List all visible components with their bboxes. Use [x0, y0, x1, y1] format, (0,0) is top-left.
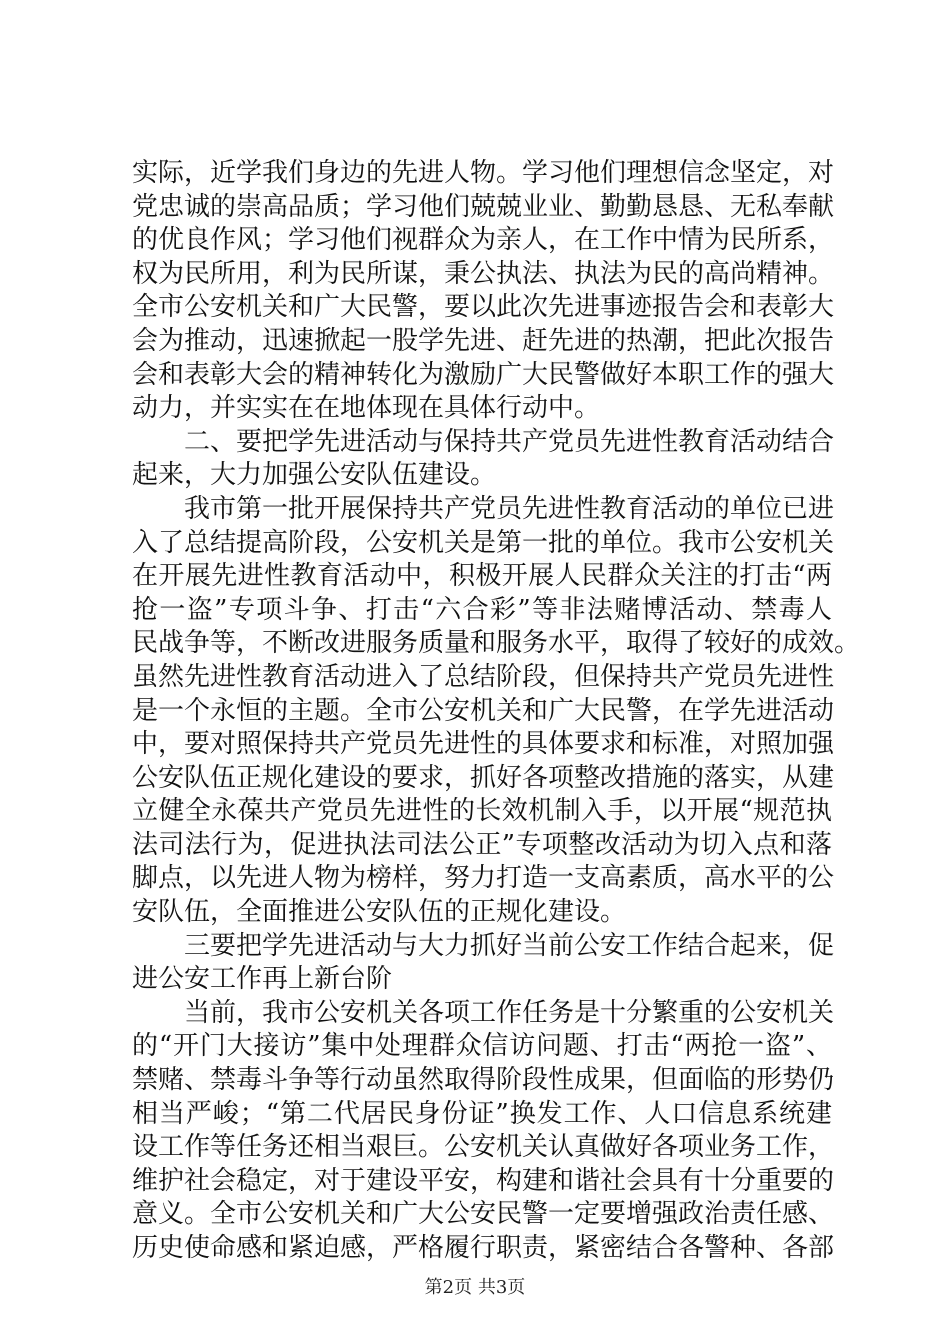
text-line: 历史使命感和紧迫感，严格履行职责，紧密结合各警种、各部 [132, 1233, 835, 1263]
text-line: 法司法行为，促进执法司法公正”专项整改活动为切入点和落 [132, 829, 832, 860]
text-line: 全市公安机关和广大民警，要以此次先进事迹报告会和表彰大 [132, 292, 835, 323]
text-line: 维护社会稳定，对于建设平安，构建和谐社会具有十分重要的 [132, 1165, 835, 1196]
text-line: 当前，我市公安机关各项工作任务是十分繁重的公安机关 [132, 997, 835, 1028]
text-line: 抢一盗”专项斗争、打击“六合彩”等非法赌博活动、禁毒人 [132, 594, 832, 625]
text-line: 进公安工作再上新台阶 [132, 964, 393, 995]
document-body [132, 157, 861, 1266]
text-line: 立健全永葆共产党员先进性的长效机制入手，以开展“规范执 [132, 796, 832, 827]
text-line: 中，要对照保持共产党员先进性的具体要求和标准，对照加强 [132, 729, 835, 760]
text-line: 公安队伍正规化建设的要求，抓好各项整改措施的落实，从建 [132, 762, 835, 793]
text-line: 我市第一批开展保持共产党员先进性教育活动的单位已进 [132, 493, 835, 524]
text-line: 脚点，以先进人物为榜样，努力打造一支高素质，高水平的公 [132, 863, 835, 894]
text-line: 的优良作风；学习他们视群众为亲人，在工作中情为民所系， [132, 225, 835, 256]
text-line: 会和表彰大会的精神转化为激励广大民警做好本职工作的强大 [132, 359, 835, 390]
text-line: 在开展先进性教育活动中，积极开展人民群众关注的打击“两 [132, 561, 832, 592]
text-line: 三要把学先进活动与大力抓好当前公安工作结合起来，促 [132, 930, 835, 961]
text-line: 相当严峻；“第二代居民身份证”换发工作、人口信息系统建 [132, 1098, 832, 1129]
page-number-label: 第2页 共3页 [424, 1277, 526, 1298]
text-line: 的“开门大接访”集中处理群众信访问题、打击“两抢一盗”、 [132, 1031, 832, 1062]
text-line: 虽然先进性教育活动进入了总结阶段，但保持共产党员先进性 [132, 661, 835, 692]
text-line: 入了总结提高阶段，公安机关是第一批的单位。我市公安机关 [132, 527, 835, 558]
text-line: 民战争等，不断改进服务质量和服务水平，取得了较好的成效。 [132, 628, 861, 659]
text-line: 起来，大力加强公安队伍建设。 [132, 460, 497, 491]
text-line: 设工作等任务还相当艰巨。公安机关认真做好各项业务工作， [132, 1132, 835, 1163]
page-footer [0, 1276, 950, 1300]
text-line: 党忠诚的崇高品质；学习他们兢兢业业、勤勤恳恳、无私奉献 [132, 191, 835, 222]
text-line: 会为推动，迅速掀起一股学先进、赶先进的热潮，把此次报告 [132, 325, 835, 356]
text-line: 禁赌、禁毒斗争等行动虽然取得阶段性成果，但面临的形势仍 [132, 1065, 835, 1096]
text-line: 安队伍，全面推进公安队伍的正规化建设。 [132, 897, 627, 928]
text-line: 权为民所用，利为民所谋，秉公执法、执法为民的高尚精神。 [132, 258, 835, 289]
text-line: 实际，近学我们身边的先进人物。学习他们理想信念坚定，对 [132, 158, 835, 188]
text-line: 意义。全市公安机关和广大公安民警一定要增强政治责任感、 [132, 1199, 835, 1230]
text-line: 是一个永恒的主题。全市公安机关和广大民警，在学先进活动 [132, 695, 835, 726]
text-line: 二、要把学先进活动与保持共产党员先进性教育活动结合 [132, 426, 835, 457]
text-line: 动力，并实实在在地体现在具体行动中。 [132, 393, 601, 424]
